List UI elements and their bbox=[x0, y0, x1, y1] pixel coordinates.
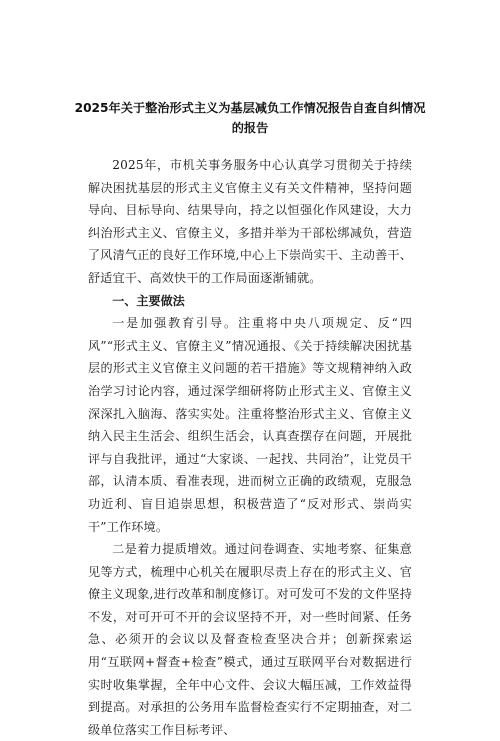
title-line-2: 的报告 bbox=[231, 121, 269, 135]
document-body bbox=[88, 154, 412, 741]
section-heading-main-practices: 一、主要做法 bbox=[112, 293, 185, 308]
title-line-1: 2025年关于整治形式主义为基层减负工作情况报告自查自纠情况 bbox=[74, 101, 426, 115]
paragraph-education-guidance: 一是加强教育引导。注重将中央八项规定、反“四风”“形式主义、官僚主义”情况通报、《关于持续解决困扰基层的形式主义官僚主义问题的若干措施》等文规精神纳入政治学习讨论内容，通过深学细研将防止形式主义、官僚主义深深扎入脑海、落实实处。注重将整治形式主义、官僚主义纳入民主生活会、组织生活会，认真查摆存在问题，开展批评与自我批评，通过“大家谈、一起找、共同治”，让党员干部，认清本质、看准表现，进而树立正确的政绩观，克服急功近利、盲目追崇思想，积极营造了“反对形式、崇尚实干”工作环境。 bbox=[88, 316, 412, 534]
document-title bbox=[60, 98, 440, 138]
paragraph-quality-efficiency: 二是着力提质增效。通过问卷调查、实地考察、征集意见等方式，梳理中心机关在履职尽责上存在的形式主义、官僚主义现象,进行改革和制度修订。对可发可不发的文件坚持不发，对可开可不开的会议坚持不开，对一些时间紧、任务急、必须开的会议以及督查检查坚决合并；创新探索运用“互联网+督查+检查”模式，通过互联网平台对数据进行实时收集掌握，全年中心文件、会议大幅压减，工作效益得到提高。对承担的公务用车监督检查实行不定期抽查，对二级单位落实工作目标考评、 bbox=[88, 542, 412, 737]
intro-paragraph: 2025年，市机关事务服务中心认真学习贯彻关于持续解决困扰基层的形式主义官僚主义有关文件精神，坚持问题导向、目标导向、结果导向，持之以恒强化作风建设，大力纠治形式主义、官僚主义，多措并举为干部松绑减负，营造了风清气正的良好工作环境,中心上下崇尚实干、主动善干、舒适宜干、高效快干的工作局面逐渐铺就。 bbox=[88, 158, 412, 285]
